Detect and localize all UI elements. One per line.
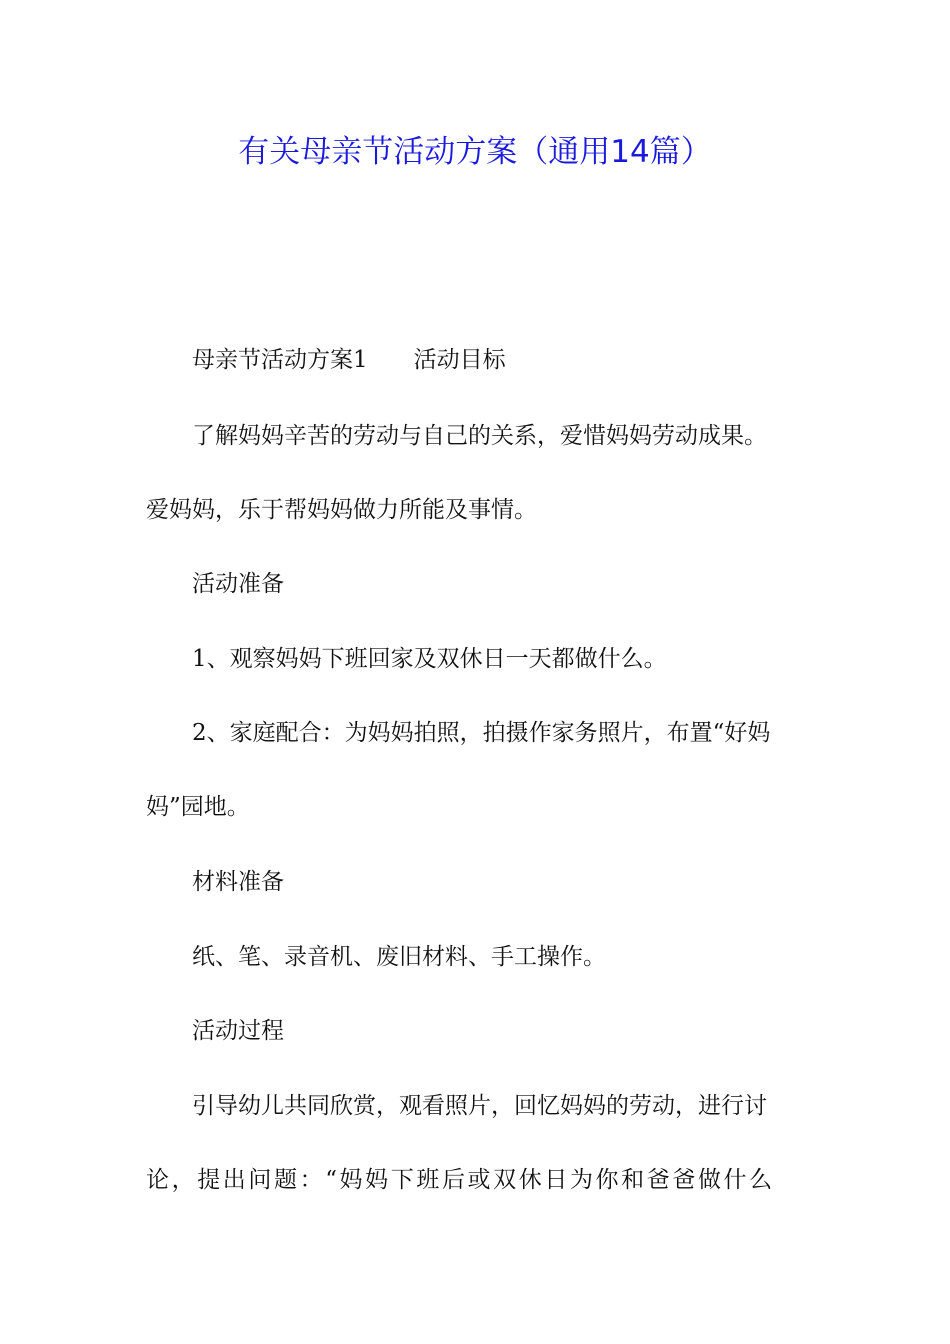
paragraph-line: 了解妈妈辛苦的劳动与自己的关系，爱惜妈妈劳动成果。 [192,423,767,449]
document-title: 有关母亲节活动方案（通用14篇） [238,134,712,170]
paragraph-line: 爱妈妈，乐于帮妈妈做力所能及事情。 [146,497,537,523]
paragraph-line: 纸、笔、录音机、废旧材料、手工操作。 [192,944,606,970]
section-heading: 材料准备 [192,869,284,895]
paragraph-line: 妈”园地。 [146,794,250,820]
paragraph-line: 2、家庭配合：为妈妈拍照，拍摄作家务照片，布置“好妈 [192,720,771,746]
paragraph-line: 1、观察妈妈下班回家及双休日一天都做什么。 [192,646,667,672]
section-heading: 活动过程 [192,1018,284,1044]
paragraph-line: 论，提出问题：“妈妈下班后或双休日为你和爸爸做什么 [146,1167,775,1193]
plan-heading: 母亲节活动方案1 [192,347,368,373]
objective-heading: 活动目标 [413,347,506,373]
section-heading: 活动准备 [192,571,284,597]
paragraph-line: 引导幼儿共同欣赏，观看照片，回忆妈妈的劳动，进行讨 [192,1093,767,1119]
section-heading-line [192,342,810,378]
